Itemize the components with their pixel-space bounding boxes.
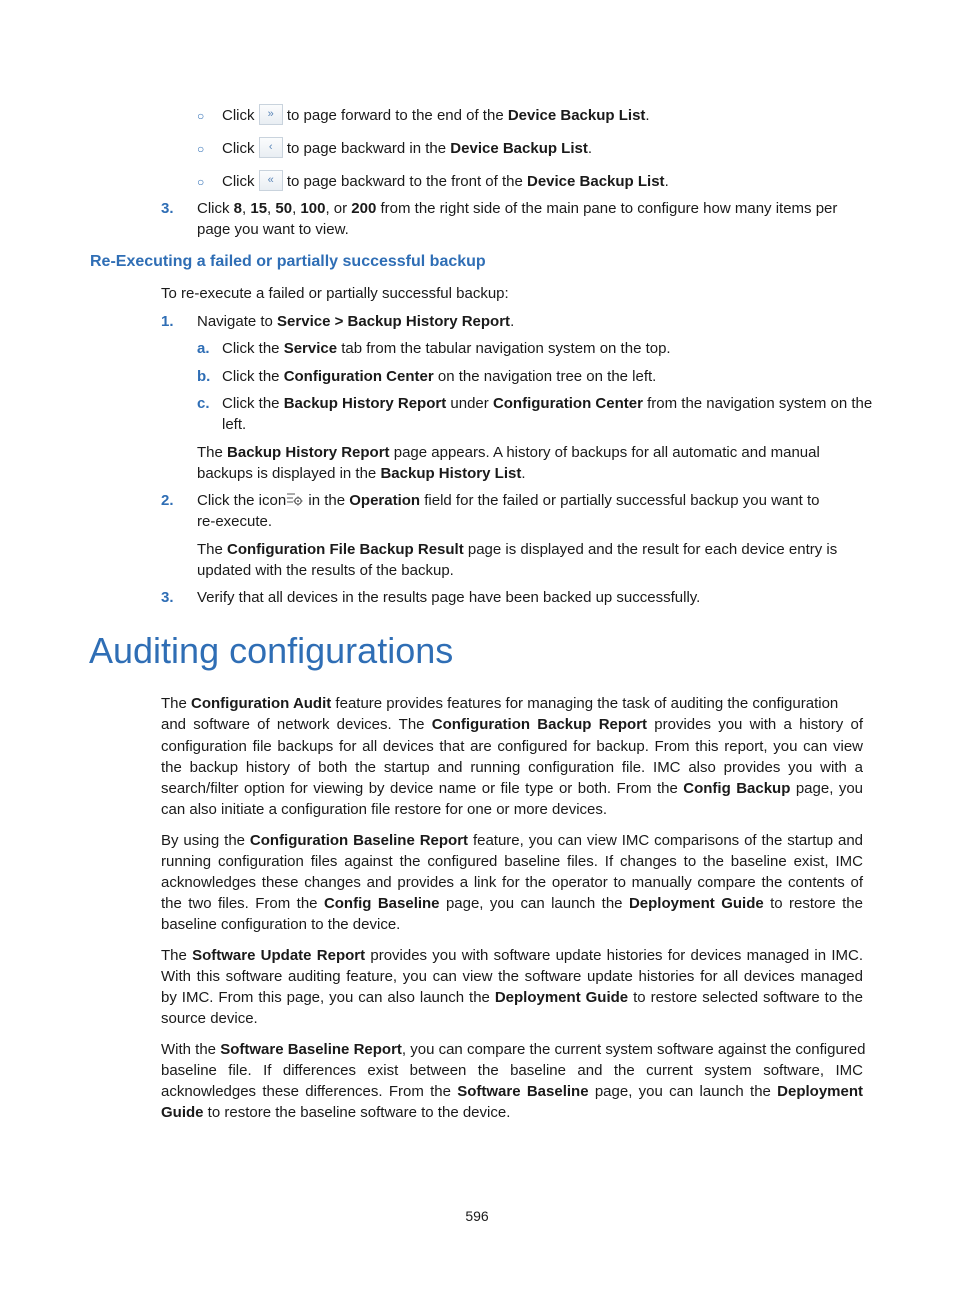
step-text: Click the icon in the Operation field for the failed or partially successful backup you want to [197,492,820,509]
step-result-text-continued: backups is displayed in the Backup History List. [197,465,526,482]
chevron-left-icon: ‹ [259,137,283,158]
substep-text: Click the Configuration Center on the navigation tree on the left. [222,368,657,385]
nav-item-page-backward: Click ‹ to page backward in the Device Backup List. [222,138,592,160]
operation-icon [286,491,304,507]
section-heading: Re-Executing a failed or partially successful backup [90,253,486,270]
step-result-text-continued: updated with the results of the backup. [197,562,454,579]
step-number: 2. [161,492,174,509]
substep-label: c. [197,395,210,412]
document-page: ○ Click » to page forward to the end of the Device Backup List. ○ Click ‹ to page backward in the Device Backup List. ○ Click « to page backward to the front of the Device Backup List. 3. Click 8, 15, 50, 100, or 200 from the right side of the main pane to configure how many items per page you want to view. Re-Executing a failed or partially successful backup To re-execute a failed or partially successful backup: 1. Navigate to Service > Backup History Report. a. Click the Service tab from the tabular navigation system on the top. b. Click the Configuration Center on the navigation tree on the left. c. Click the Backup History Report under Configuration Center from the navigation system on the left. The Backup History Report page appears. A history of backups for all automatic and manual backups is displayed in the Backup History List. 2. Click the icon in the Operation field for the failed or partially successful backup you want to re-execute. The Configuration File Backup Result page is displayed and the result for each device entry is updated with the results of the backup. 3. Verify that all devices in the results page have been backed up successfully. Auditing configurations The Configuration Audit feature provides features for managing the task of auditing the configuration and software of network devices. The Configuration Backup Report provides you with a history of configuration file backups for all devices that are configured for backup. From this report, you can view the backup history of both the startup and running configuration file. IMC also provides you with a search/filter option for viewing by device name or file type or both. From the Config Backup page, you can also initiate a configuration file restore for one or more devices. By using the Configuration Baseline Report feature, you can view IMC comparisons of the startup and running configuration files against the configured baseline files. If changes to the baseline exist, IMC acknowledges these changes and provides a link for the operator to manually compare the contents of the two files. From the Config Baseline page, you can launch the Deployment Guide to restore the baseline configuration to the device. The Software Update Report provides you with software update histories for devices managed in IMC. With this software auditing feature, you can view the software update histories for all devices managed by IMC. From this page, you can also launch the Deployment Guide to restore selected software to the source device. With the Software Baseline Report, you can compare the current system software against the configured baseline file. If differences exist between the baseline and the current system software, IMC acknowledges these differences. From the Software Baseline page, you can launch the Deployment Guide to restore the baseline software to the device. 596 [0,0,954,1296]
intro-text: To re-execute a failed or partially successful backup: [161,285,509,302]
step-number: 1. [161,313,174,330]
step-text: Verify that all devices in the results page have been backed up successfully. [197,589,701,606]
page-title: Auditing configurations [89,630,454,671]
bullet-marker: ○ [197,175,205,189]
nav-item-page-forward-end: Click » to page forward to the end of the Device Backup List. [222,105,650,127]
bullet-marker: ○ [197,142,205,156]
substep-label: b. [197,368,211,385]
step-text-continued: page you want to view. [197,221,349,238]
step-result-text: The Backup History Report page appears. A history of backups for all automatic and manual [197,444,820,461]
double-chevron-right-icon: » [259,104,283,125]
nav-item-page-backward-front: Click « to page backward to the front of the Device Backup List. [222,171,669,193]
substep-text-continued: left. [222,416,247,433]
step-text: Navigate to Service > Backup History Report. [197,313,515,330]
substep-text: Click the Backup History Report under Configuration Center from the navigation system on the [222,395,873,412]
step-text-continued: re-execute. [197,513,273,530]
step-number: 3. [161,200,174,217]
page-number: 596 [465,1208,489,1224]
step-text: Click 8, 15, 50, 100, or 200 from the right side of the main pane to configure how many items per [197,200,838,217]
step-result-text: The Configuration File Backup Result page is displayed and the result for each device entry is [197,541,838,558]
step-number: 3. [161,589,174,606]
double-chevron-left-icon: « [259,170,283,191]
substep-label: a. [197,340,210,357]
substep-text: Click the Service tab from the tabular navigation system on the top. [222,340,671,357]
bullet-marker: ○ [197,109,205,123]
